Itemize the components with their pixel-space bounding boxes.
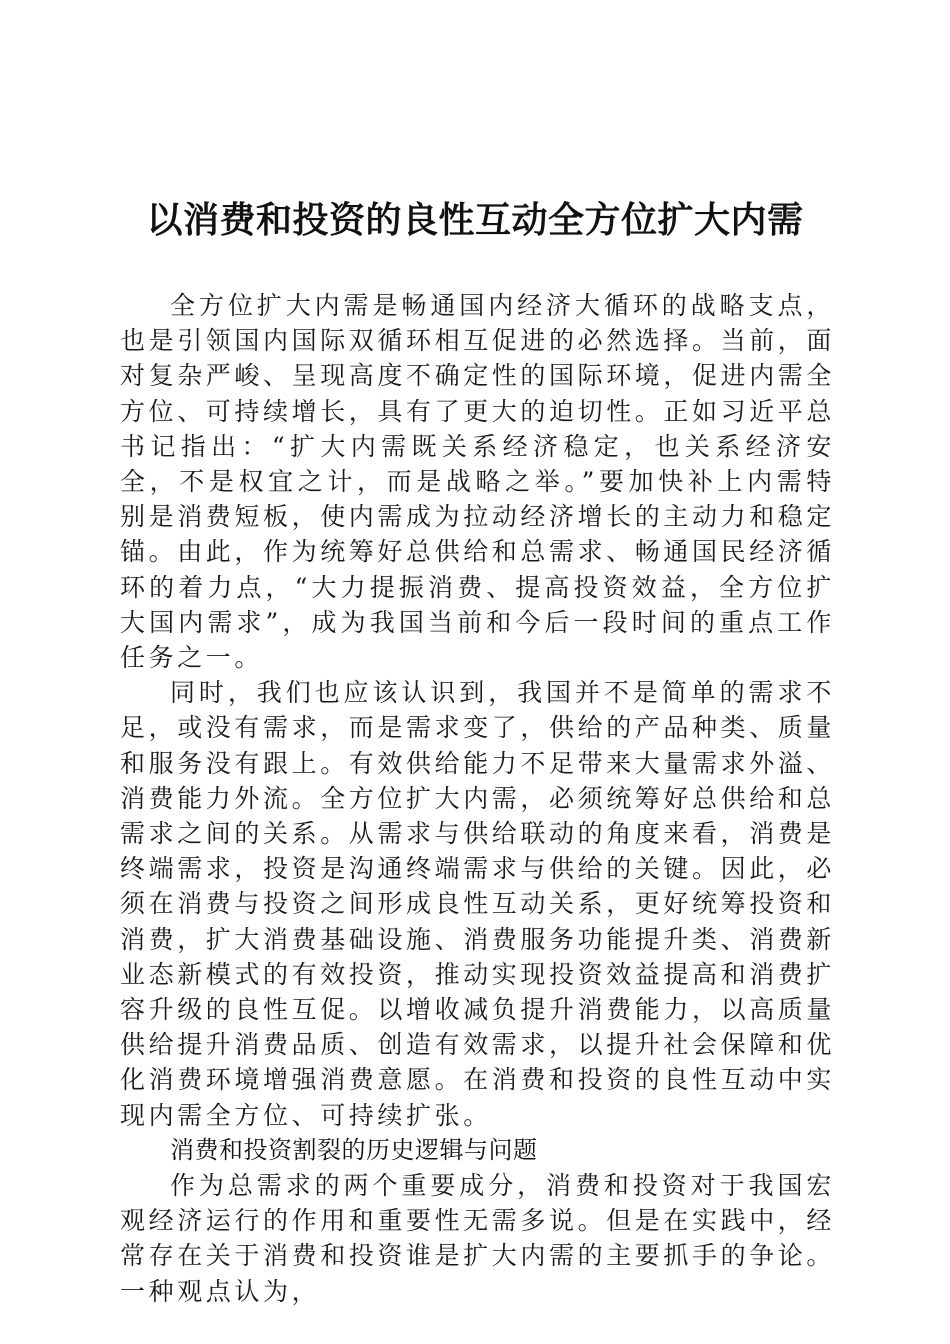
document-title: 以消费和投资的良性互动全方位扩大内需	[146, 199, 804, 241]
section-heading: 消费和投资割裂的历史逻辑与问题	[170, 1135, 538, 1164]
body-paragraph-1: 全方位扩大内需是畅通国内经济大循环的战略支点，也是引领国内国际双循环相互促进的必然选择。当前，面对复杂严峻、呈现高度不确定性的国际环境，促进内需全方位、可持续增长，具有了更大的迫切性。正如习近平总书记指出：“扩大内需既关系经济稳定，也关系经济安全，不是权宜之计，而是战略之举。”要加快补上内需特别是消费短板，使内需成为拉动经济增长的主动力和稳定锚。由此，作为统筹好总供给和总需求、畅通国民经济循环的着力点，“大力提振消费、提高投资效益，全方位扩大国内需求”，成为我国当前和今后一段时间的重点工作任务之一。	[120, 291, 836, 673]
section-paragraph-1: 作为总需求的两个重要成分，消费和投资对于我国宏观经济运行的作用和重要性无需多说。但是在实践中，经常存在关于消费和投资谁是扩大内需的主要抓手的争论。一种观点认为，	[120, 1171, 836, 1306]
document-body	[120, 288, 835, 1309]
body-paragraph-2: 同时，我们也应该认识到，我国并不是简单的需求不足，或没有需求，而是需求变了，供给的产品种类、质量和服务没有跟上。有效供给能力不足带来大量需求外溢、消费能力外流。全方位扩大内需，必须统筹好总供给和总需求之间的关系。从需求与供给联动的角度来看，消费是终端需求，投资是沟通终端需求与供给的关键。因此，必须在消费与投资之间形成良性互动关系，更好统筹投资和消费，扩大消费基础设施、消费服务功能提升类、消费新业态新模式的有效投资，推动实现投资效益提高和消费扩容升级的良性互促。以增收减负提升消费能力，以高质量供给提升消费品质、创造有效需求，以提升社会保障和优化消费环境增强消费意愿。在消费和投资的良性互动中实现内需全方位、可持续扩张。	[120, 678, 836, 1130]
